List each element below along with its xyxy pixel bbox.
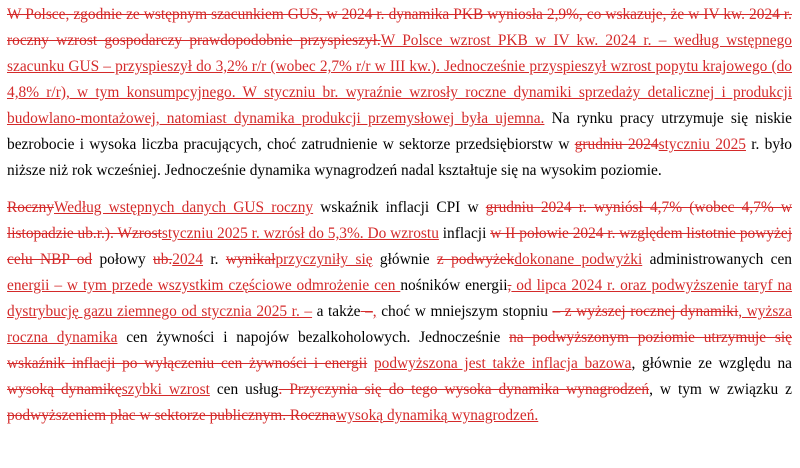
body-text: r. <box>203 251 226 268</box>
deleted-text: wynikał <box>225 251 276 268</box>
body-text: choć w mniejszym stopniu <box>376 303 553 320</box>
body-text: cen żywności i napojów bezalkoholowych. Jednocześnie <box>117 329 510 346</box>
deleted-text: grudniu 2024 <box>574 136 659 153</box>
deleted-text: , <box>507 277 512 294</box>
deleted-text: na podwyższonym poziomie utrzymuje się wskaźnik inflacji po wyłączeniu cen żywności i energii <box>7 329 792 372</box>
body-text: a także <box>312 303 361 320</box>
body-text: cen usług <box>209 381 279 398</box>
body-text: Na rynku pracy utrzymuje się niskie bezrobocie i wysoka liczba pracujących, choć zatrudnienie w sektorze przedsiębiorstw w <box>7 110 793 153</box>
inserted-text: podwyższona jest także inflacja bazowa <box>373 355 632 372</box>
body-text <box>367 355 374 372</box>
paragraph-economy <box>7 2 792 184</box>
body-text: wskaźnik inflacji CPI w <box>313 199 486 216</box>
deleted-text: w II połowie 2024 r. względem listotnie powyżej celu NBP od <box>7 225 792 268</box>
inserted-text: , wyższa roczna dynamika <box>7 303 792 346</box>
inserted-text: , <box>372 303 377 320</box>
deleted-text: Roczny <box>7 199 55 216</box>
inserted-text: szybki wzrost <box>121 381 210 398</box>
inserted-text: wysoką dynamiką wynagrodzeń. <box>336 407 539 424</box>
body-text: , w tym w związku z <box>649 381 793 398</box>
body-text: r. było niższe niż rok wcześniej. Jednocześnie dynamika wynagrodzeń nadal kształtuje się na wysokim poziomie. <box>7 136 792 179</box>
paragraph-inflation <box>7 195 792 429</box>
inserted-text: Według wstępnych danych GUS roczny <box>54 199 314 216</box>
deleted-text: ub. <box>153 251 173 268</box>
inserted-text: przyczyniły się <box>275 251 373 268</box>
deleted-text: . Przyczynia się do tego wysoka dynamika wynagrodzeń <box>278 381 650 398</box>
inserted-text: W Polsce wzrost PKB w IV kw. 2024 r. – według wstępnego szacunku GUS – przyspieszył do 3,2% r/r (wobec 2,7% r/r w III kw.). Jednocześnie przyspieszył wzrost popytu krajowego (do 4,8% r/r), w tym konsumpcyjnego. W styczniu br. wyraźnie wzrosły roczne dynamiki sprzedaży detalicznej i produkcji budowlano-montażowej, natomiast dynamika produkcji przemysłowej była ujemna. <box>7 32 792 127</box>
body-text: połowy <box>92 251 153 268</box>
deleted-text: grudniu 2024 r. wyniósł 4,7% (wobec 4,7% w listopadzie ub.r.). Wzrost <box>7 199 793 242</box>
inserted-text: 2024 <box>172 251 204 268</box>
deleted-text: W Polsce, zgodnie ze wstępnym szacunkiem GUS, w 2024 r. dynamika PKB wyniosła 2,9%, co wskazuje, że w IV kw. 2024 r. roczny wzrost gospodarczy prawdopodobnie przyspieszył. <box>7 6 792 49</box>
body-text: administrowanych cen <box>642 251 793 268</box>
body-text: inflacji <box>438 225 491 242</box>
inserted-text: od lipca 2024 r. oraz podwyższenie taryf na dystrybucję gazu ziemnego od stycznia 2025 r. – <box>7 277 793 320</box>
body-text: nośników energii <box>400 277 508 294</box>
inserted-text: dokonane podwyżki <box>514 251 643 268</box>
inserted-text: styczniu 2025 <box>658 136 746 153</box>
deleted-text: wysoką dynamikę <box>7 381 122 398</box>
body-text: , głównie ze względu na <box>631 355 792 372</box>
deleted-text: – z wyższej rocznej dynamiki <box>552 303 739 320</box>
body-text: głównie <box>372 251 437 268</box>
deleted-text: – <box>360 303 373 320</box>
inserted-text: energii – w tym przede wszystkim częściowe odmrożenie cen <box>7 277 401 294</box>
deleted-text: podwyższeniem płac w sektorze publicznym. Roczna <box>7 407 337 424</box>
deleted-text: z podwyżek <box>436 251 515 268</box>
inserted-text: styczniu 2025 r. wzrósł do 5,3%. Do wzrostu <box>161 225 439 242</box>
